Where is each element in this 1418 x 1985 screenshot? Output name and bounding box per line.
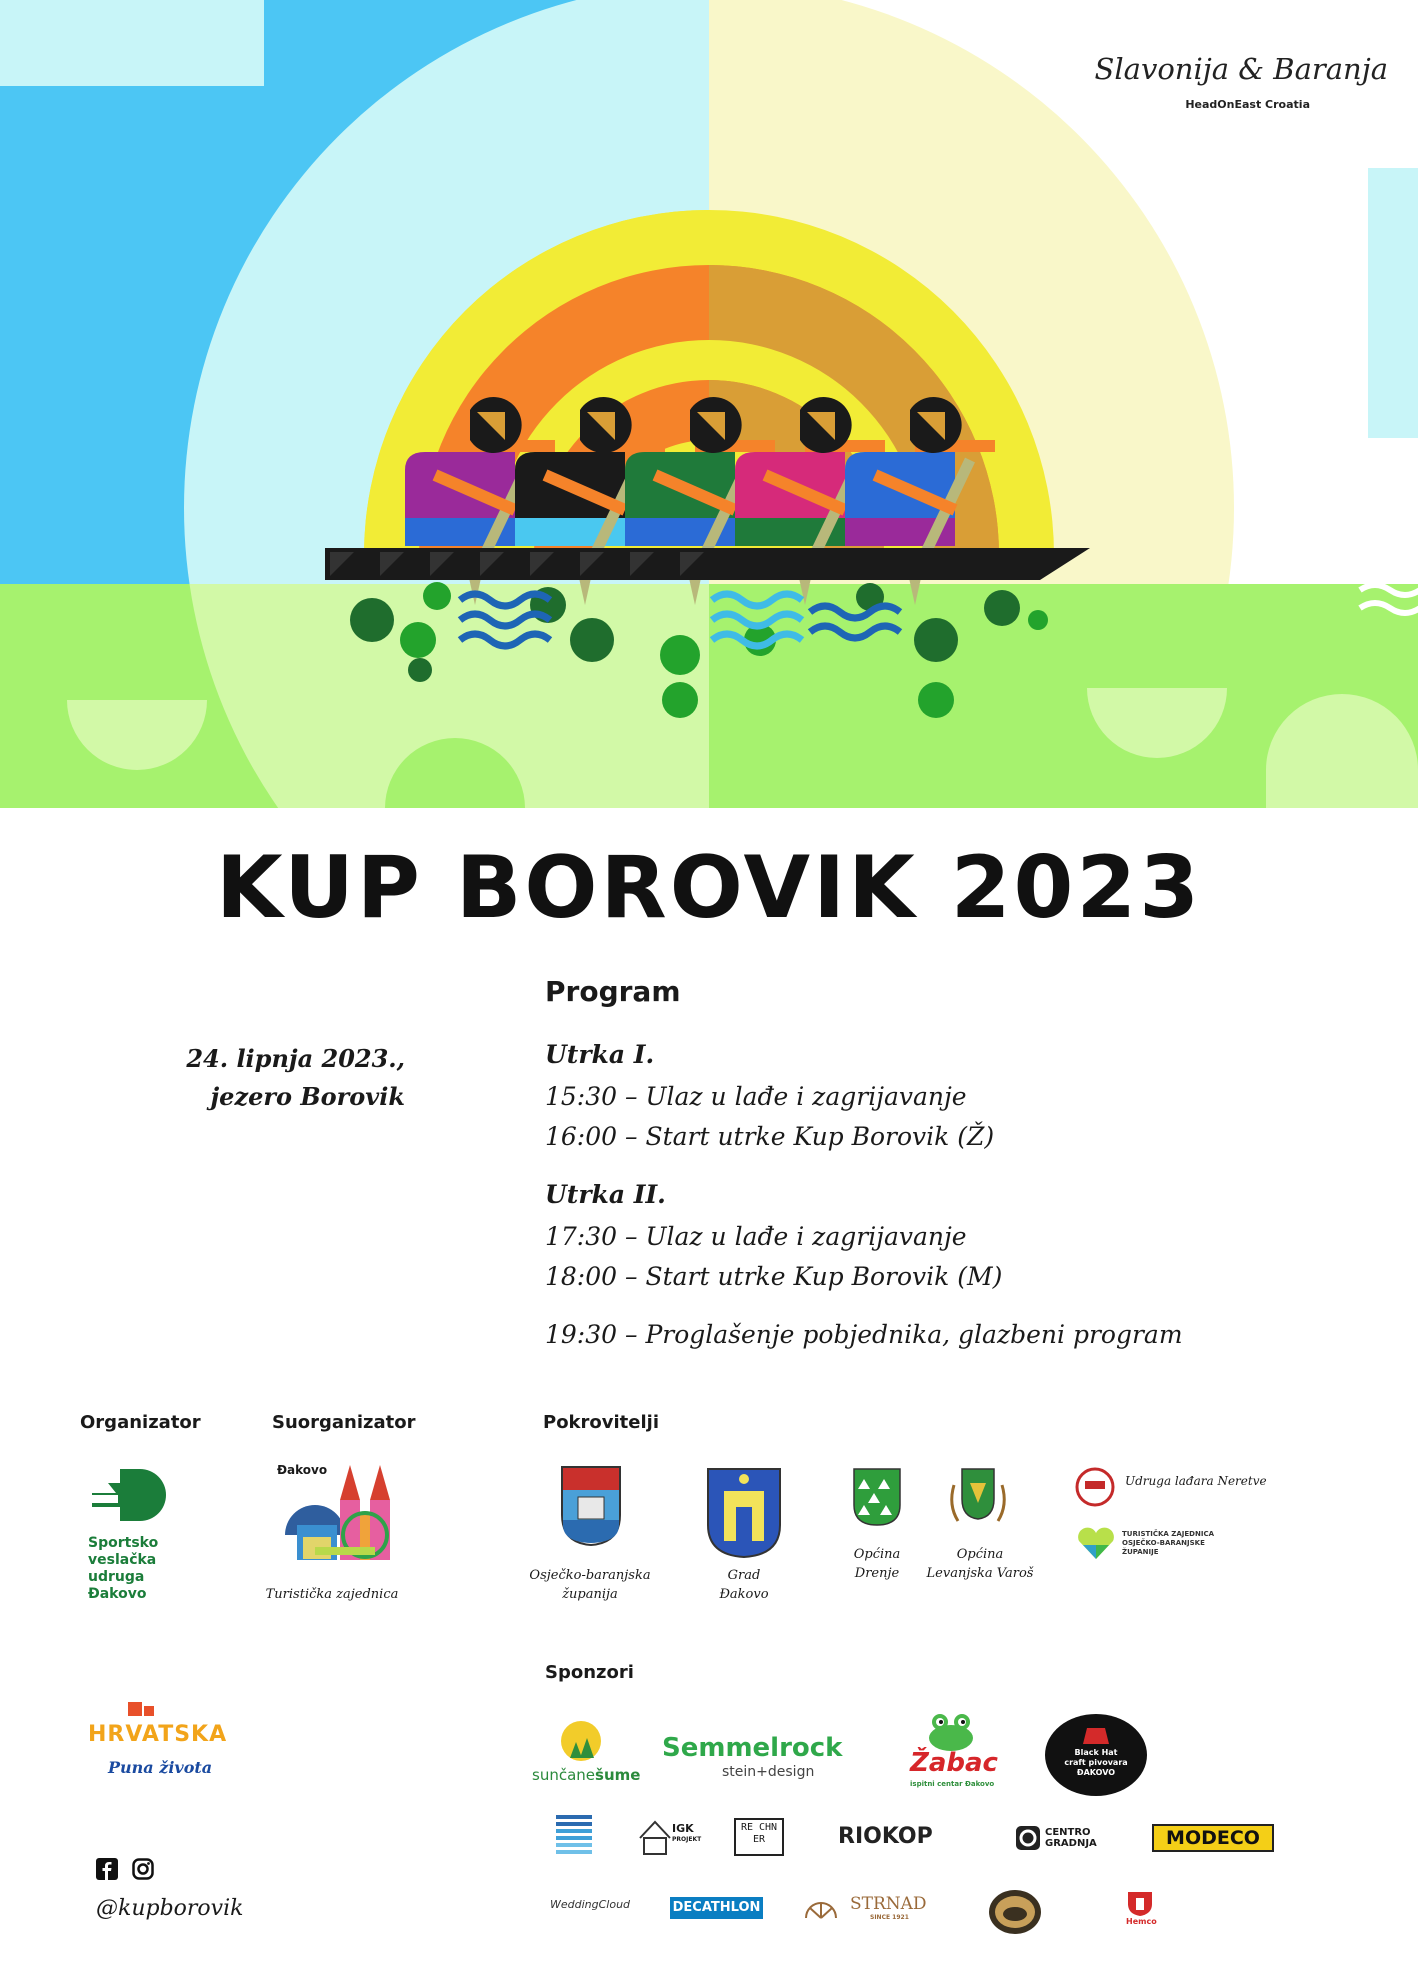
patron-caption-line: Općina (956, 1547, 1004, 1562)
patron-caption (680, 1566, 808, 1604)
water-lines-logo-icon (556, 1815, 592, 1863)
race1-item: 15:30 – Ulaz u lađe i zagrijavanje (545, 1082, 967, 1111)
igk-sub: PROJEKT (672, 1836, 702, 1843)
water-circle (914, 618, 958, 662)
water-circle (918, 682, 954, 718)
semmelrock-logo: Semmelrock (662, 1733, 843, 1763)
race2-item: 17:30 – Ulaz u lađe i zagrijavanje (545, 1222, 967, 1251)
sponsors-heading: Sponzori (545, 1662, 634, 1683)
opcina-levanjska-varos-crest-icon (946, 1465, 1010, 1531)
hrvatska-logo (88, 1700, 238, 1777)
water-circle (1028, 610, 1048, 630)
event-date-line: 24. lipnja 2023., (186, 1044, 405, 1073)
tz-obz-heart-icon (1075, 1525, 1117, 1561)
race2-item: 18:00 – Start utrke Kup Borovik (M) (545, 1262, 1003, 1291)
centro-gradnja-logo (1045, 1827, 1097, 1849)
suncane-sume-logo (532, 1766, 640, 1784)
event-date (160, 1040, 405, 1116)
race1-title: Utrka I. (545, 1040, 655, 1069)
patron-caption-line: Levanjska Varoš (926, 1566, 1034, 1581)
hrvatska-word: HRVATSKA (88, 1722, 228, 1747)
organizer-heading: Organizator (80, 1412, 201, 1433)
black-hat-line: Black Hat (1074, 1748, 1118, 1757)
event-title: KUP BOROVIK 2023 (215, 838, 1203, 938)
grad-dakovo-crest-icon (706, 1467, 782, 1559)
black-hat-logo (1045, 1714, 1147, 1796)
centro-line: GRADNJA (1045, 1838, 1097, 1849)
closing-item: 19:30 – Proglašenje pobjednika, glazbeni program (545, 1320, 1183, 1349)
sume-text: šume (595, 1766, 641, 1784)
brand-subtitle: HeadOnEast Croatia (1185, 98, 1310, 111)
zabac-sub: ispitni centar Đakovo (910, 1780, 995, 1788)
frog-icon (926, 1712, 976, 1752)
water-circle (423, 582, 451, 610)
water-circle (400, 622, 436, 658)
race1-item: 16:00 – Start utrke Kup Borovik (Ž) (545, 1122, 995, 1151)
strnad-logo: STRNAD (850, 1894, 927, 1914)
patron-caption-line: županija (562, 1587, 618, 1602)
tz-obz-line: TURISTIČKA ZAJEDNICA (1122, 1530, 1214, 1538)
patron-caption (920, 1545, 1040, 1583)
hemco-shield-icon (1125, 1890, 1155, 1918)
water-circle (984, 590, 1020, 626)
patron-caption (830, 1545, 924, 1583)
coorganizer-heading: Suorganizator (272, 1412, 416, 1433)
event-location-line: jezero Borovik (210, 1082, 405, 1111)
program-heading: Program (545, 975, 681, 1008)
tz-obz-line: OSJEČKO-BARANJSKE (1122, 1539, 1205, 1547)
strnad-wheel-icon (804, 1894, 838, 1920)
patron-caption-line: Općina (853, 1547, 901, 1562)
osjecko-baranjska-crest-icon (560, 1465, 622, 1547)
decathlon-logo: DECATHLON (670, 1897, 763, 1919)
opcina-drenje-crest-icon (852, 1467, 902, 1527)
patron-caption-line: Grad (727, 1568, 761, 1583)
tz-dakovo-logo (275, 1455, 415, 1575)
udruga-ladara-emblem-icon (1075, 1467, 1115, 1507)
suncane-sume-sun-icon (560, 1720, 602, 1762)
hemco-logo: Hemco (1126, 1917, 1157, 1926)
riokop-logo: RIOKOP (838, 1824, 933, 1849)
water-circle (660, 635, 700, 675)
patron-caption-line: Osječko-baranjska (529, 1568, 651, 1583)
centro-line: CENTRO (1045, 1827, 1091, 1838)
suncane-text: sunčane (532, 1766, 596, 1784)
udruga-ladara-text: Udruga lađara Neretve (1125, 1474, 1267, 1488)
igk-logo: IGK (672, 1822, 694, 1835)
hrvatska-slogan: Puna života (108, 1758, 213, 1777)
tz-obz-line: ŽUPANIJE (1122, 1548, 1159, 1556)
instagram-icon[interactable] (132, 1858, 154, 1880)
modeco-logo: MODECO (1152, 1824, 1274, 1852)
semmelrock-sub: stein+design (722, 1764, 815, 1780)
tz-obz-text (1122, 1530, 1214, 1557)
svu-line: Sportsko (88, 1535, 159, 1551)
svu-line: Đakovo (88, 1586, 147, 1602)
coorganizer-caption: Turistička zajednica (265, 1587, 399, 1602)
patron-caption (520, 1566, 660, 1604)
svu-line: veslačka (88, 1552, 157, 1568)
facebook-icon[interactable] (96, 1858, 118, 1880)
patrons-heading: Pokrovitelji (543, 1412, 659, 1433)
patron-caption-line: Đakovo (719, 1587, 769, 1602)
organizer-logo (88, 1465, 188, 1605)
water-circle (662, 682, 698, 718)
tz-dakovo-logo-text: Đakovo (277, 1463, 328, 1477)
igk-house-icon (638, 1818, 672, 1858)
svu-logo-icon (88, 1465, 188, 1527)
cathedral-icon (275, 1455, 415, 1565)
centro-gradnja-icon (1015, 1825, 1041, 1851)
brand-title: Slavonija & Baranja (1094, 52, 1388, 86)
water-circle (408, 658, 432, 682)
water-circle (570, 618, 614, 662)
weddingcloud-logo: WeddingCloud (550, 1898, 631, 1911)
zabac-logo: Žabac (910, 1748, 998, 1778)
black-hat-line: craft pivovara (1064, 1758, 1128, 1767)
rechner-logo: RE CHN ER (734, 1818, 784, 1856)
strnad-sub: SINCE 1921 (870, 1914, 909, 1921)
hero-illustration (0, 0, 1418, 808)
pig-badge-icon (985, 1878, 1045, 1940)
water-circle (350, 598, 394, 642)
svu-line: udruga (88, 1569, 145, 1585)
race2-title: Utrka II. (545, 1180, 666, 1209)
social-handle[interactable]: @kupborovik (96, 1896, 244, 1921)
patron-caption-line: Drenje (854, 1566, 900, 1581)
black-hat-line: ĐAKOVO (1076, 1768, 1116, 1777)
